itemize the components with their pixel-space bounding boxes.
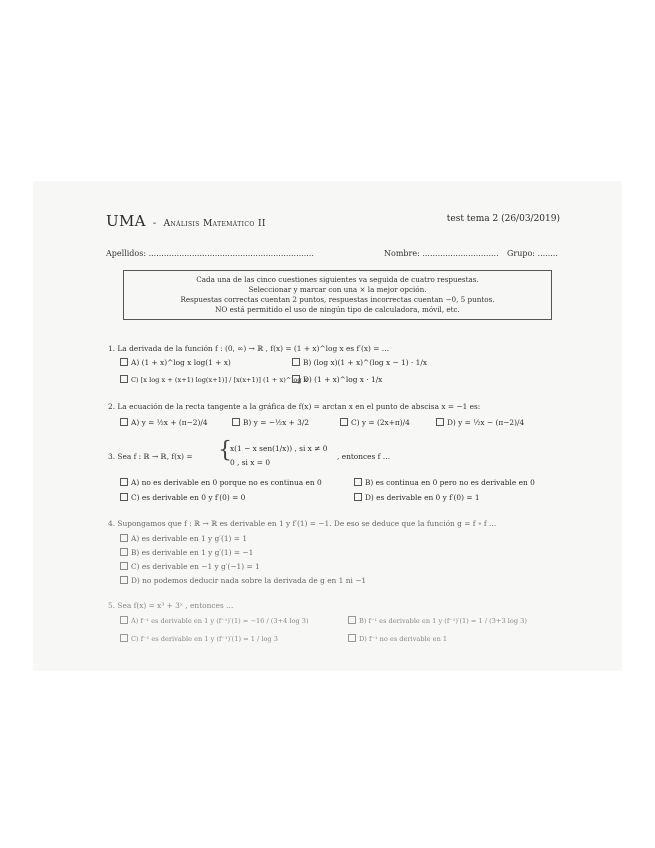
q1-option-a[interactable]: A) (1 + x)^log x log(1 + x) [120,358,231,367]
question-3-text: 3. Sea f : ℝ → ℝ, f(x) = [108,452,193,461]
course-name: Análisis Matemático II [163,219,266,229]
checkbox-icon[interactable] [120,534,128,542]
q3-case-2: 0 , si x = 0 [230,458,271,467]
checkbox-icon[interactable] [354,478,362,486]
q2-option-d[interactable]: D) y = ½x − (π−2)/4 [436,418,524,427]
exam-sheet [34,182,621,670]
checkbox-icon[interactable] [120,478,128,486]
q5-option-c[interactable]: C) f⁻¹ es derivable en 1 y (f⁻¹)′(1) = 1 / log 3 [120,634,278,643]
checkbox-icon[interactable] [120,418,128,426]
question-1 [108,344,389,353]
question-1-text: 1. La derivada de la función f : (0, ∞) → ℝ , f(x) = (1 + x)^log x es f′(x) = … [108,344,390,353]
checkbox-icon[interactable] [292,358,300,366]
checkbox-icon[interactable] [120,562,128,570]
apellidos-field[interactable]: Apellidos: ................................................................. [106,249,314,258]
q2-option-a[interactable]: A) y = ½x + (π−2)/4 [120,418,208,427]
q1-option-c[interactable]: C) [x log x + (x+1) log(x+1)] / [x(x+1)] (1 + x)^log x [120,375,307,384]
q2-option-b[interactable]: B) y = −½x + 3/2 [232,418,309,427]
grupo-field[interactable]: Grupo: ........ [507,249,558,258]
checkbox-icon[interactable] [340,418,348,426]
instruction-line: Cada una de las cinco cuestiones siguientes va seguida de cuatro respuestas. [196,275,479,284]
instructions-box [123,270,552,320]
q3-option-c[interactable]: C) es derivable en 0 y f′(0) = 0 [120,493,245,502]
q3-option-d[interactable]: D) es derivable en 0 y f′(0) = 1 [354,493,480,502]
checkbox-icon[interactable] [120,548,128,556]
question-4-text: 4. Supongamos que f : ℝ → ℝ es derivable en 1 y f′(1) = −1. De eso se deduce que la función g = f ∘ f … [108,519,497,528]
q1-option-b[interactable]: B) (log x)(1 + x)^(log x − 1) · 1/x [292,358,427,367]
exam-header [106,212,560,234]
q5-option-a[interactable]: A) f⁻¹ es derivable en 1 y (f⁻¹)′(1) = −16 / (3+4 log 3) [120,616,309,625]
exam-brand [106,212,266,230]
question-3 [108,452,193,461]
instruction-line: Seleccionar y marcar con una × la mejor opción. [248,285,427,294]
checkbox-icon[interactable] [120,375,128,383]
checkbox-icon[interactable] [436,418,444,426]
nombre-field[interactable]: Nombre: .............................. [384,249,499,258]
q5-option-b[interactable]: B) f⁻¹ es derivable en 1 y (f⁻¹)′(1) = 1 / (3+3 log 3) [348,616,527,625]
q2-option-c[interactable]: C) y = (2x+π)/4 [340,418,410,427]
brand-name: UMA [106,212,146,230]
test-label: test tema 2 (26/03/2019) [446,214,560,224]
instruction-line: Respuestas correctas cuentan 2 puntos, respuestas incorrectas cuentan −0, 5 puntos. [180,295,495,304]
checkbox-icon[interactable] [232,418,240,426]
q3-case-1: x(1 − x sen(1/x)) , si x ≠ 0 [230,444,328,453]
question-2 [108,402,480,411]
checkbox-icon[interactable] [120,358,128,366]
checkbox-icon[interactable] [120,576,128,584]
instruction-line: NO está permitido el uso de ningún tipo de calculadora, móvil, etc. [215,305,460,314]
q3-option-b[interactable]: B) es continua en 0 pero no es derivable en 0 [354,478,535,487]
checkbox-icon[interactable] [292,375,300,383]
question-5 [108,601,233,610]
question-5-text: 5. Sea f(x) = x³ + 3ˣ , entonces … [108,601,234,610]
checkbox-icon[interactable] [348,634,356,642]
q4-option-d[interactable]: D) no podemos deducir nada sobre la derivada de g en 1 ni −1 [120,576,366,585]
checkbox-icon[interactable] [120,493,128,501]
q4-option-b[interactable]: B) es derivable en 1 y g′(1) = −1 [120,548,253,557]
q4-option-a[interactable]: A) es derivable en 1 y g′(1) = 1 [120,534,247,543]
q5-option-d[interactable]: D) f⁻¹ no es derivable en 1 [348,634,447,643]
question-2-text: 2. La ecuación de la recta tangente a la gráfica de f(x) = arctan x en el punto de abscisa x = −1 es: [108,402,481,411]
q3-text-end: , entonces f … [337,452,391,461]
checkbox-icon[interactable] [348,616,356,624]
q1-option-d[interactable]: D) (1 + x)^log x · 1/x [292,375,382,384]
checkbox-icon[interactable] [354,493,362,501]
question-4 [108,519,496,528]
q3-option-a[interactable]: A) no es derivable en 0 porque no es continua en 0 [120,478,322,487]
piecewise-brace-icon: { [218,438,232,463]
checkbox-icon[interactable] [120,616,128,624]
checkbox-icon[interactable] [120,634,128,642]
q4-option-c[interactable]: C) es derivable en −1 y g′(−1) = 1 [120,562,260,571]
brand-separator: - [152,218,157,229]
